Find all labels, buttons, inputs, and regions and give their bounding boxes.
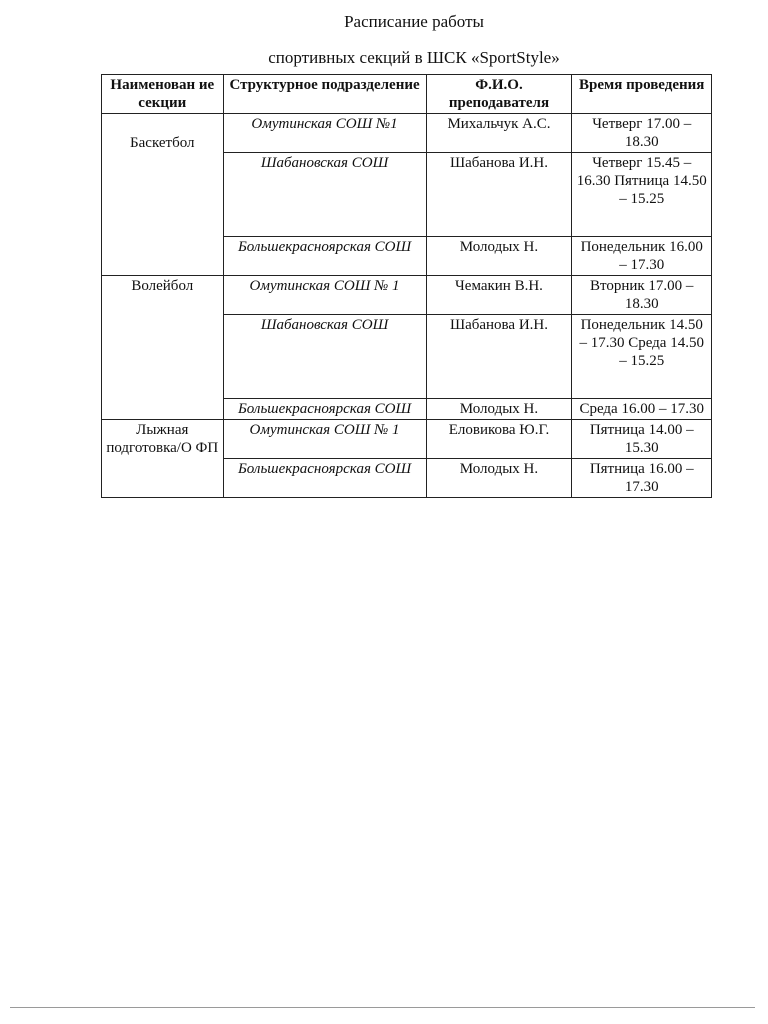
division-cell: Большекрасноярская СОШ [223, 237, 426, 276]
division-cell: Омутинская СОШ №1 [223, 114, 426, 153]
time-cell: Понедельник 14.50 – 17.30 Среда 14.50 – 15.25 [572, 315, 712, 399]
header-teacher: Ф.И.О. преподавателя [426, 75, 572, 114]
teacher-cell: Шабанова И.Н. [426, 153, 572, 237]
section-cell: Лыжная подготовка/О ФП [102, 420, 224, 498]
division-cell: Большекрасноярская СОШ [223, 459, 426, 498]
header-division: Структурное подразделение [223, 75, 426, 114]
header-section: Наименован ие секции [102, 75, 224, 114]
teacher-cell: Шабанова И.Н. [426, 315, 572, 399]
time-cell: Среда 16.00 – 17.30 [572, 399, 712, 420]
table-row [102, 276, 712, 315]
teacher-cell: Михальчук А.С. [426, 114, 572, 153]
division-cell: Шабановская СОШ [223, 153, 426, 237]
header-time: Время проведения [572, 75, 712, 114]
division-cell: Омутинская СОШ № 1 [223, 276, 426, 315]
document-title-line1: Расписание работы [344, 12, 484, 31]
section-cell: Баскетбол [102, 114, 224, 276]
table-row [102, 420, 712, 459]
division-cell: Омутинская СОШ № 1 [223, 420, 426, 459]
division-cell: Большекрасноярская СОШ [223, 399, 426, 420]
table-header-row [102, 75, 712, 114]
teacher-cell: Чемакин В.Н. [426, 276, 572, 315]
schedule-table [101, 74, 712, 498]
teacher-cell: Молодых Н. [426, 459, 572, 498]
division-cell: Шабановская СОШ [223, 315, 426, 399]
teacher-cell: Еловикова Ю.Г. [426, 420, 572, 459]
time-cell: Четверг 15.45 – 16.30 Пятница 14.50 – 15.25 [572, 153, 712, 237]
time-cell: Вторник 17.00 – 18.30 [572, 276, 712, 315]
document-title-line2: спортивных секций в ШСК «SportStyle» [268, 48, 560, 67]
time-cell: Пятница 14.00 – 15.30 [572, 420, 712, 459]
section-cell: Волейбол [102, 276, 224, 420]
time-cell: Понедельник 16.00 – 17.30 [572, 237, 712, 276]
teacher-cell: Молодых Н. [426, 237, 572, 276]
table-row [102, 114, 712, 153]
time-cell: Четверг 17.00 – 18.30 [572, 114, 712, 153]
scan-edge-line [10, 1007, 755, 1008]
teacher-cell: Молодых Н. [426, 399, 572, 420]
time-cell: Пятница 16.00 – 17.30 [572, 459, 712, 498]
